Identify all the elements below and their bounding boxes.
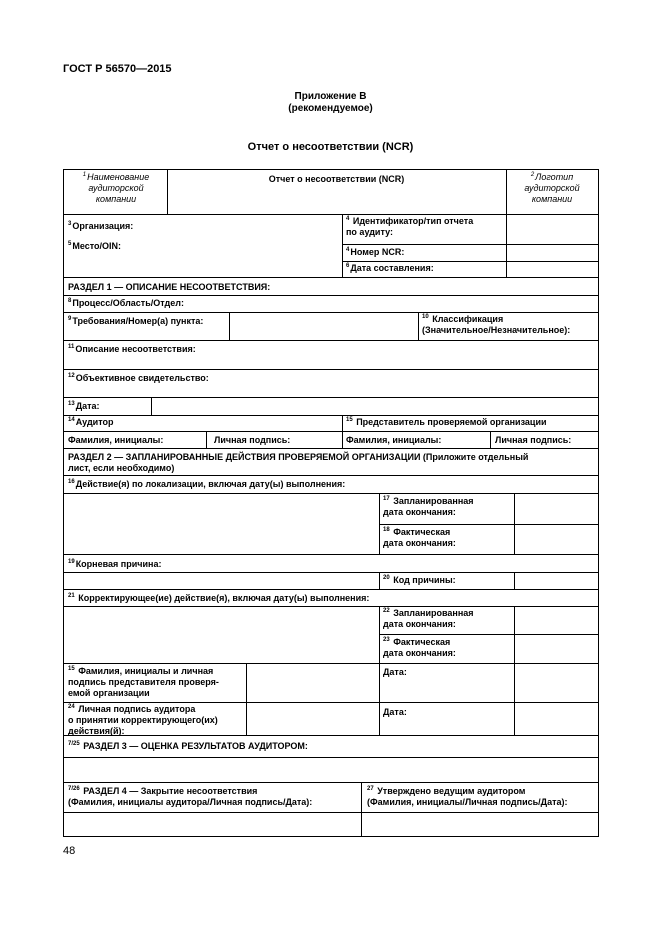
- localization-field[interactable]: [63, 505, 379, 554]
- auditor-signature-field[interactable]: [246, 702, 379, 735]
- audit-id-field[interactable]: [506, 214, 598, 244]
- date-label: $^{13}$Дата:: [68, 401, 100, 411]
- auditor-signature-block: $^{24}$ Личная подпись аудитора о принятии корректирующего(их) действия(й):: [68, 704, 218, 736]
- date-field-b[interactable]: [514, 702, 598, 735]
- requirements-label: $^9$Требования/Номер(а) пункта:: [68, 316, 204, 326]
- localization-label: $^{16}$Действие(я) по локализации, включая дату(ы) выполнения:: [68, 479, 346, 489]
- auditor-label: $^{14}$Аудитор: [68, 417, 114, 427]
- section3-field[interactable]: [63, 757, 598, 782]
- cause-code-field[interactable]: [514, 572, 598, 589]
- ncr-form: [63, 169, 599, 837]
- planned-date-label-1: $^{17}$ Запланированная дата окончания:: [383, 496, 474, 517]
- date-field-a[interactable]: [514, 663, 598, 702]
- section2-heading: РАЗДЕЛ 2 — ЗАПЛАНИРОВАННЫЕ ДЕЙСТВИЯ ПРОВЕРЯЕМОЙ ОРГАНИЗАЦИИ (Приложите отдельный лист, если необходимо): [68, 452, 529, 473]
- document-header: ГОСТ Р 56570—2015: [63, 63, 172, 75]
- company-name-cell: $^1$Наименование аудиторской компании: [82, 172, 150, 204]
- representative-surname-label: Фамилия, инициалы:: [346, 435, 442, 445]
- section3-heading: $^{7/25}$ РАЗДЕЛ 3 — ОЦЕНКА РЕЗУЛЬТАТОВ АУДИТОРОМ:: [68, 741, 308, 751]
- process-label: $^8$Процесс/Область/Отдел:: [68, 298, 184, 308]
- planned-date-label-2: $^{22}$ Запланированная дата окончания:: [383, 608, 474, 629]
- corrective-action-field[interactable]: [63, 606, 379, 663]
- organization-label: $^3$Организация:: [68, 221, 134, 231]
- approved-by-lead-auditor: $^{27}$ Утверждено ведущим аудитором (Фамилия, инициалы/Личная подпись/Дата):: [367, 786, 568, 807]
- evidence-label: $^{12}$Объективное свидетельство:: [68, 373, 209, 383]
- ncr-number-label: $^4$Номер NCR:: [346, 247, 405, 257]
- requirements-field[interactable]: [229, 312, 418, 340]
- representative-signature-block: $^{15}$ Фамилия, инициалы и личная подпись представителя проверя- емой организации: [68, 666, 219, 698]
- date-label-a: Дата:: [383, 667, 407, 677]
- auditor-surname-label: Фамилия, инициалы:: [68, 435, 164, 445]
- company-logo-cell: $^2$Логотип аудиторской компании: [524, 172, 580, 204]
- audit-id-label: $^4$ Идентификатор/тип отчета по аудиту:: [346, 216, 474, 237]
- planned-date-field-2[interactable]: [514, 606, 598, 634]
- representative-signature-label: Личная подпись:: [495, 435, 572, 445]
- section1-heading: РАЗДЕЛ 1 — ОПИСАНИЕ НЕСООТВЕТСТВИЯ:: [68, 282, 271, 292]
- section4-field[interactable]: [63, 812, 361, 836]
- page-number: 48: [63, 845, 76, 857]
- corrective-label: $^{21}$ Корректирующее(ие) действие(я), включая дату(ы) выполнения:: [68, 593, 370, 603]
- planned-date-field-1[interactable]: [514, 493, 598, 524]
- description-label: $^{11}$Описание несоответствия:: [68, 344, 196, 354]
- auditor-signature-label: Личная подпись:: [214, 435, 291, 445]
- actual-date-label-2: $^{23}$ Фактическая дата окончания:: [383, 637, 456, 658]
- date-compiled-label: $^6$Дата составления:: [346, 263, 434, 273]
- date-field[interactable]: [151, 397, 598, 415]
- appendix-label: Приложение В: [294, 91, 367, 102]
- report-title: Отчет о несоответствии (NCR): [247, 141, 414, 153]
- ncr-number-field[interactable]: [506, 244, 598, 261]
- cause-code-label: $^{20}$ Код причины:: [383, 575, 456, 585]
- appendix-note: (рекомендуемое): [288, 103, 373, 114]
- actual-date-field-1[interactable]: [514, 524, 598, 554]
- report-header-field[interactable]: [167, 169, 506, 214]
- classification-label: $^{10}$ Классификация (Значительное/Незначительное):: [422, 314, 571, 335]
- actual-date-field-2[interactable]: [514, 634, 598, 663]
- section4-heading: $^{7/26}$ РАЗДЕЛ 4 — Закрытие несоответствия (Фамилия, инициалы аудитора/Личная подпись/Дата):: [68, 786, 313, 807]
- actual-date-label-1: $^{18}$ Фактическая дата окончания:: [383, 527, 456, 548]
- appendix-heading: [0, 91, 661, 115]
- representative-signature-field[interactable]: [246, 663, 379, 702]
- location-label: $^5$Место/OIN:: [68, 241, 122, 251]
- representative-label: $^{15}$ Представитель проверяемой организации: [346, 417, 547, 427]
- date-label-b: Дата:: [383, 707, 407, 717]
- root-cause-label: $^{19}$Корневая причина:: [68, 559, 162, 569]
- form-center-title: Отчет о несоответствии (NCR): [268, 174, 405, 184]
- approved-field[interactable]: [361, 812, 598, 836]
- date-compiled-field[interactable]: [506, 261, 598, 277]
